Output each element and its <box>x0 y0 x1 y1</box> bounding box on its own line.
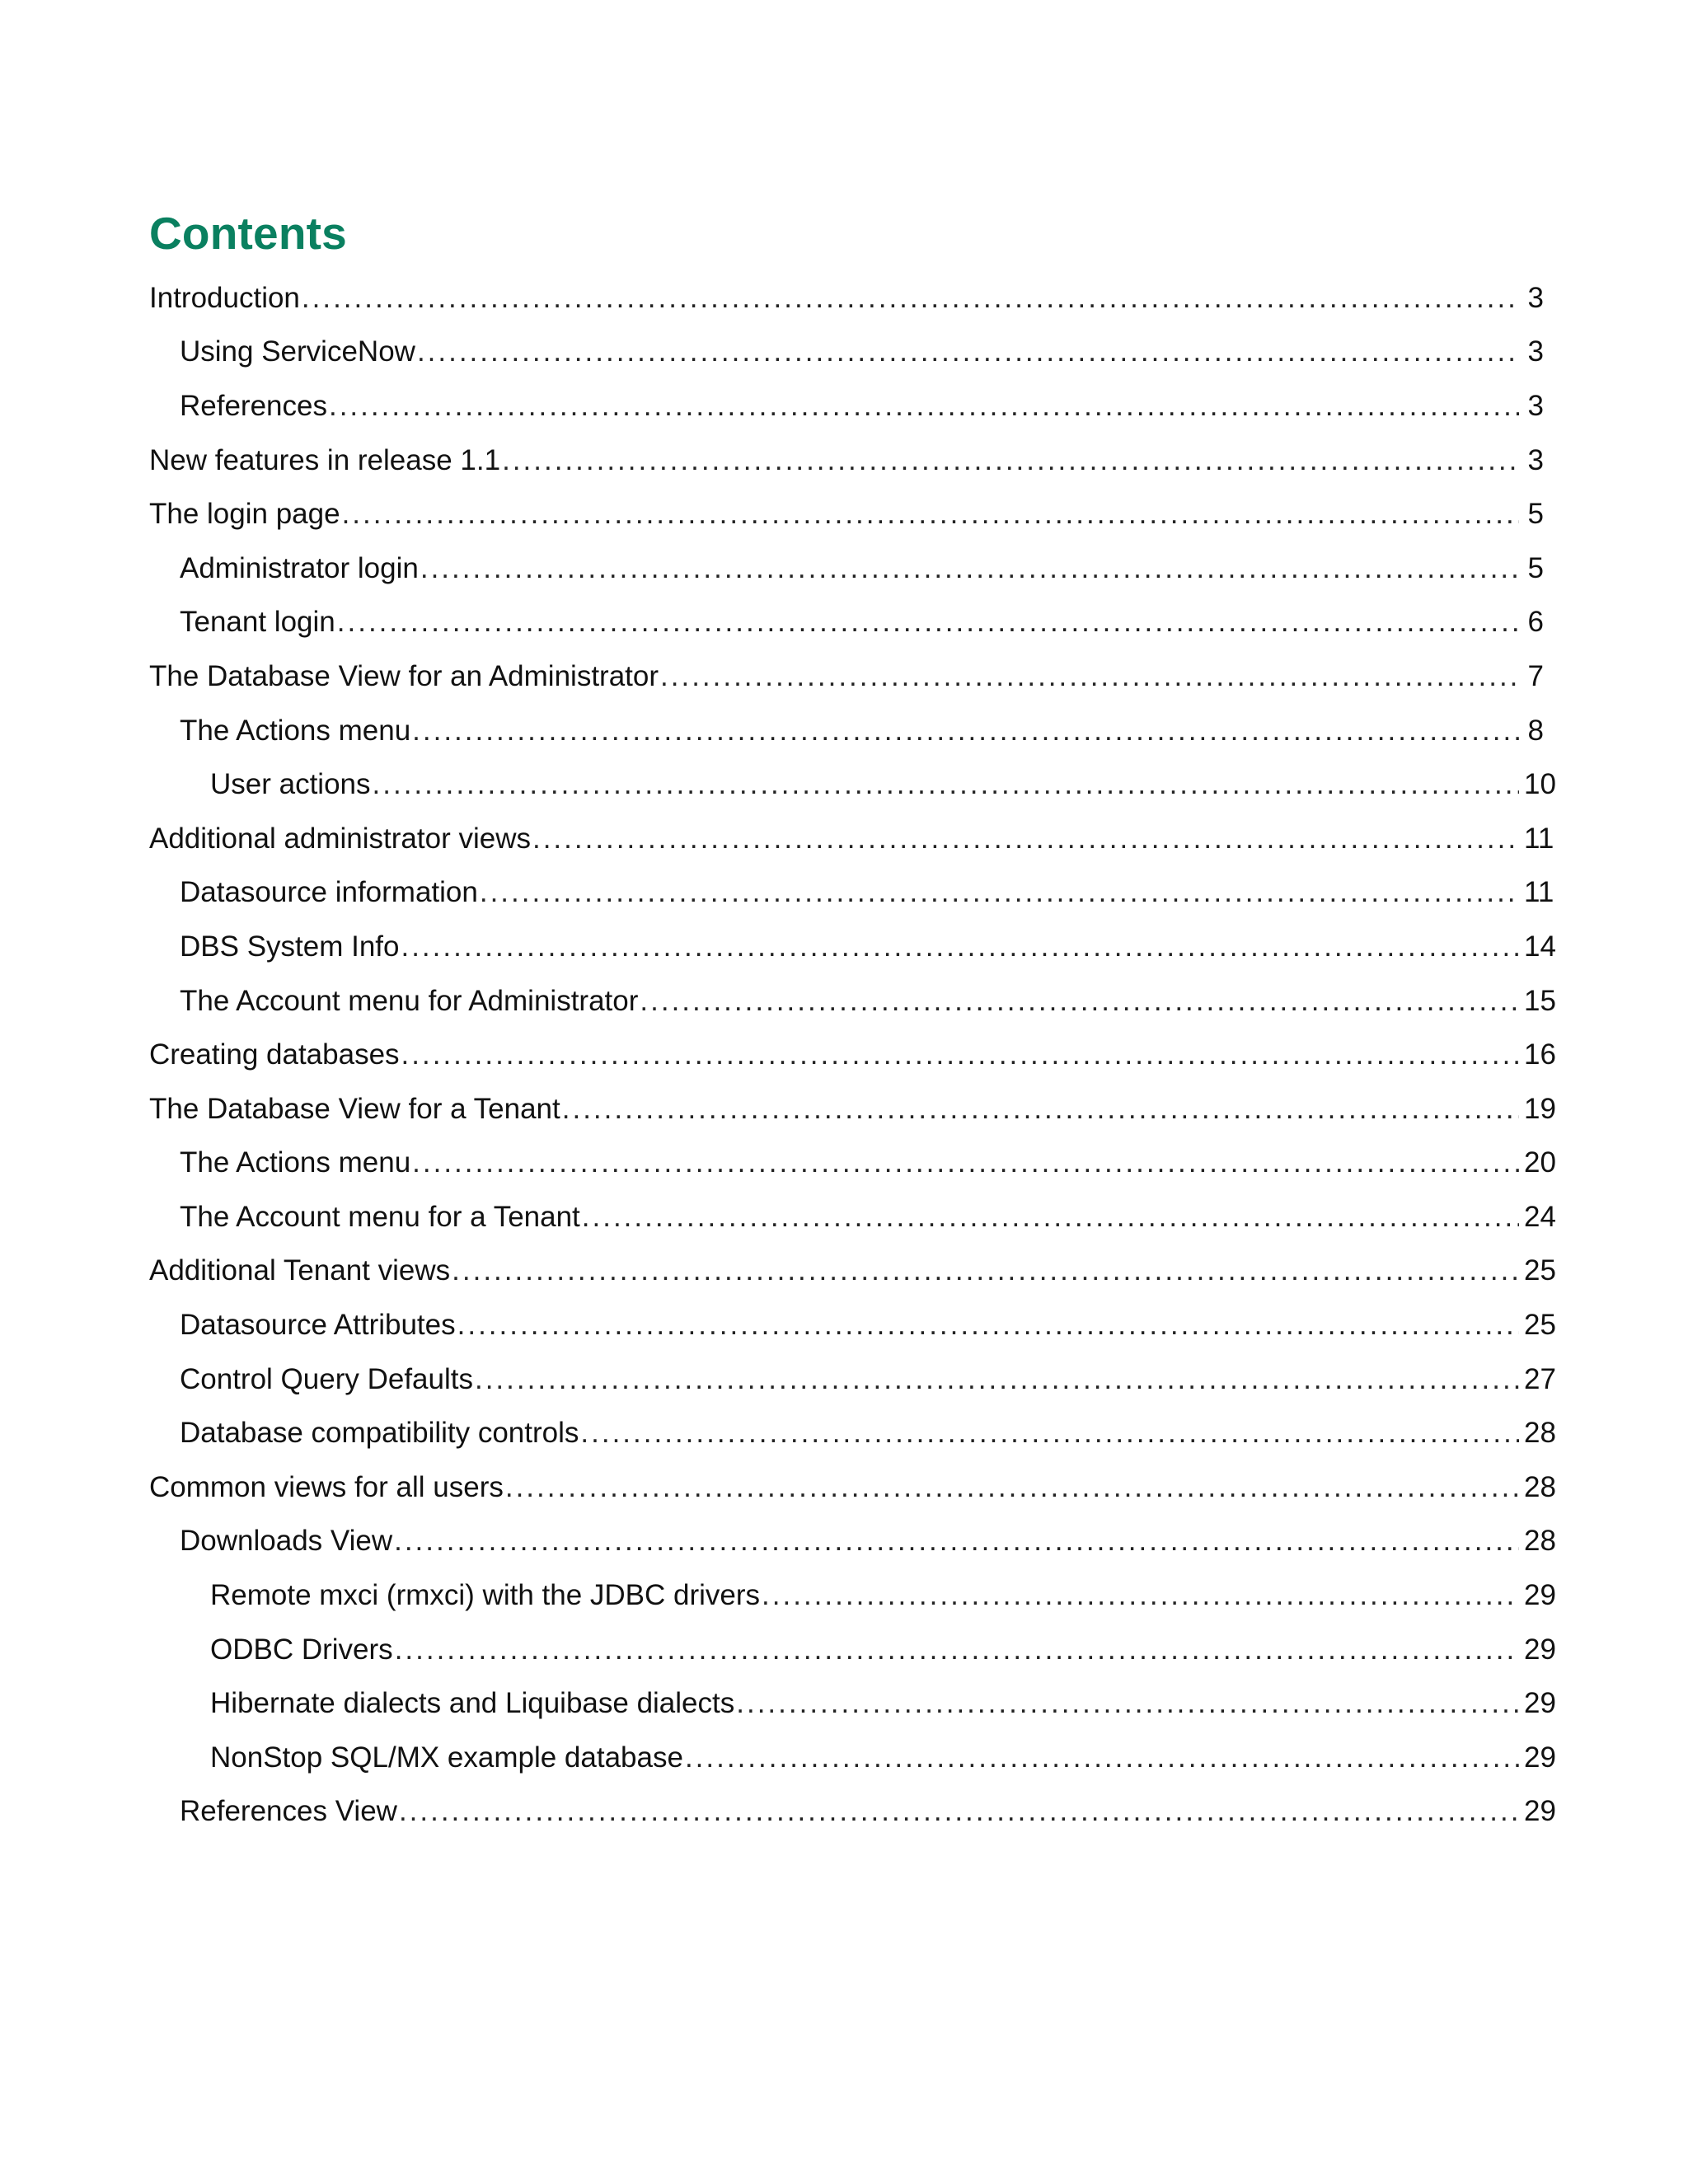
toc-entry[interactable] <box>149 271 1544 326</box>
toc-entry-label[interactable]: NonStop SQL/MX example database <box>210 1741 683 1774</box>
toc-entry[interactable] <box>149 596 1544 650</box>
toc-page-number[interactable]: 27 <box>1524 1362 1556 1395</box>
toc-dot-leader <box>342 498 1519 531</box>
toc-dot-leader <box>532 823 1519 855</box>
toc-entry[interactable] <box>149 1190 1556 1244</box>
toc-dot-leader <box>337 606 1519 639</box>
toc-entry[interactable] <box>149 1568 1556 1623</box>
toc-entry-label[interactable]: The Account menu for a Tenant <box>180 1200 580 1233</box>
toc-dot-leader <box>562 1093 1519 1126</box>
toc-dot-leader <box>373 768 1519 801</box>
toc-entry-label[interactable]: References View <box>180 1795 397 1828</box>
toc-entry[interactable] <box>149 434 1544 488</box>
toc-dot-leader <box>302 282 1519 315</box>
toc-dot-leader <box>582 1201 1519 1234</box>
toc-entry-label[interactable]: The Actions menu <box>180 714 411 747</box>
toc-dot-leader <box>660 660 1519 693</box>
toc-dot-leader <box>412 1146 1519 1179</box>
toc-dot-leader <box>420 552 1519 585</box>
toc-entry-label[interactable]: ODBC Drivers <box>210 1633 393 1666</box>
toc-entry-label[interactable]: Using ServiceNow <box>180 335 415 368</box>
toc-dot-leader <box>736 1687 1519 1720</box>
toc-entry[interactable] <box>149 1676 1556 1731</box>
toc-page-number[interactable]: 19 <box>1524 1092 1556 1125</box>
toc-entry[interactable] <box>149 1785 1556 1840</box>
toc-entry[interactable] <box>149 1623 1556 1677</box>
toc-entry[interactable] <box>149 757 1556 812</box>
toc-page-number[interactable]: 11 <box>1524 876 1554 909</box>
toc-entry-label[interactable]: Datasource Attributes <box>180 1309 456 1342</box>
toc-entry-label[interactable]: Control Query Defaults <box>180 1362 473 1395</box>
toc-entry[interactable] <box>149 704 1544 758</box>
toc-page-number[interactable]: 3 <box>1527 281 1544 314</box>
toc-dot-leader <box>329 390 1519 423</box>
toc-entry[interactable] <box>149 1515 1556 1569</box>
toc-entry-label[interactable]: DBS System Info <box>180 930 400 963</box>
toc-entry-label[interactable]: Additional administrator views <box>149 822 531 855</box>
toc-entry[interactable] <box>149 1244 1556 1299</box>
toc-dot-leader <box>394 1525 1519 1558</box>
toc-entry[interactable] <box>149 1460 1556 1515</box>
toc-entry[interactable] <box>149 974 1556 1029</box>
toc-dot-leader <box>417 335 1519 368</box>
toc-entry-label[interactable]: Creating databases <box>149 1038 400 1071</box>
toc-entry-label[interactable]: User actions <box>210 768 371 801</box>
toc-page-number[interactable]: 11 <box>1524 822 1554 855</box>
toc-entry[interactable] <box>149 1137 1556 1191</box>
toc-entry-label[interactable]: The login page <box>149 498 340 531</box>
toc-entry-label[interactable]: The Database View for a Tenant <box>149 1092 560 1125</box>
toc-page-number[interactable]: 10 <box>1524 768 1556 801</box>
toc-dot-leader <box>399 1795 1519 1828</box>
toc-page-number[interactable]: 15 <box>1524 984 1556 1017</box>
toc-dot-leader <box>475 1363 1519 1396</box>
toc-page-number[interactable]: 7 <box>1527 659 1544 692</box>
toc-dot-leader <box>762 1579 1519 1612</box>
toc-page-number[interactable]: 14 <box>1524 930 1556 963</box>
toc-dot-leader <box>452 1254 1519 1287</box>
toc-entry[interactable] <box>149 326 1544 380</box>
toc-entry-label[interactable]: The Account menu for Administrator <box>180 984 639 1017</box>
toc-dot-leader <box>502 444 1519 477</box>
toc-entry[interactable] <box>149 487 1544 541</box>
toc-page-number[interactable]: 29 <box>1524 1795 1556 1828</box>
toc-page-number[interactable]: 3 <box>1527 443 1544 476</box>
toc-entry-label[interactable]: Downloads View <box>180 1525 393 1558</box>
toc-title: Contents <box>149 208 347 259</box>
toc-entry-label[interactable]: The Database View for an Administrator <box>149 659 659 692</box>
toc-dot-leader <box>401 930 1519 963</box>
toc-entry[interactable] <box>149 920 1556 974</box>
toc-list <box>149 271 1556 1839</box>
toc-page-number[interactable]: 3 <box>1527 335 1544 368</box>
toc-dot-leader <box>395 1633 1519 1666</box>
toc-page-number[interactable]: 28 <box>1524 1417 1556 1450</box>
toc-page-number[interactable]: 8 <box>1527 714 1544 747</box>
toc-page-number[interactable]: 28 <box>1524 1470 1556 1503</box>
toc-entry[interactable] <box>149 1406 1556 1460</box>
toc-entry-label[interactable]: Database compatibility controls <box>180 1417 579 1450</box>
toc-page-number[interactable]: 29 <box>1524 1687 1556 1720</box>
toc-entry[interactable] <box>149 1082 1556 1137</box>
toc-dot-leader <box>505 1471 1519 1504</box>
toc-entry[interactable] <box>149 379 1544 434</box>
toc-page-number[interactable]: 20 <box>1524 1146 1556 1179</box>
toc-entry-label[interactable]: New features in release 1.1 <box>149 443 501 476</box>
toc-page-number[interactable]: 5 <box>1527 498 1544 531</box>
toc-entry-label[interactable]: Introduction <box>149 281 300 314</box>
toc-dot-leader <box>685 1741 1519 1774</box>
toc-entry[interactable] <box>149 866 1554 921</box>
toc-entry-label[interactable]: The Actions menu <box>180 1146 411 1179</box>
toc-entry-label[interactable]: Common views for all users <box>149 1470 504 1503</box>
toc-page-number[interactable]: 29 <box>1524 1741 1556 1774</box>
toc-page-number[interactable]: 3 <box>1527 389 1544 422</box>
toc-entry[interactable] <box>149 812 1554 866</box>
toc-entry-label[interactable]: Datasource information <box>180 876 478 909</box>
toc-entry[interactable] <box>149 1298 1556 1352</box>
toc-page-number[interactable]: 25 <box>1524 1309 1556 1342</box>
toc-entry[interactable] <box>149 1352 1556 1407</box>
toc-dot-leader <box>457 1309 1519 1342</box>
toc-page-number[interactable]: 6 <box>1527 606 1544 639</box>
toc-page-number[interactable]: 24 <box>1524 1200 1556 1233</box>
toc-entry[interactable] <box>149 649 1544 704</box>
toc-entry[interactable] <box>149 541 1544 596</box>
document-page <box>149 208 1556 1839</box>
toc-page-number[interactable]: 29 <box>1524 1579 1556 1612</box>
toc-dot-leader <box>480 876 1519 909</box>
toc-entry-label[interactable]: Hibernate dialects and Liquibase dialects <box>210 1687 735 1720</box>
toc-entry-label[interactable]: References <box>180 389 327 422</box>
toc-page-number[interactable]: 25 <box>1524 1254 1556 1287</box>
toc-page-number[interactable]: 16 <box>1524 1038 1556 1071</box>
toc-dot-leader <box>401 1038 1519 1071</box>
toc-entry-label[interactable]: Remote mxci (rmxci) with the JDBC drivers <box>210 1579 761 1612</box>
toc-dot-leader <box>580 1417 1519 1450</box>
toc-entry-label[interactable]: Tenant login <box>180 606 335 639</box>
toc-page-number[interactable]: 28 <box>1524 1525 1556 1558</box>
toc-entry-label[interactable]: Additional Tenant views <box>149 1254 451 1287</box>
toc-dot-leader <box>412 715 1519 748</box>
toc-entry[interactable] <box>149 1028 1556 1082</box>
toc-entry[interactable] <box>149 1731 1556 1785</box>
toc-page-number[interactable]: 29 <box>1524 1633 1556 1666</box>
toc-entry-label[interactable]: Administrator login <box>180 551 419 584</box>
toc-dot-leader <box>640 985 1519 1018</box>
toc-page-number[interactable]: 5 <box>1527 551 1544 584</box>
